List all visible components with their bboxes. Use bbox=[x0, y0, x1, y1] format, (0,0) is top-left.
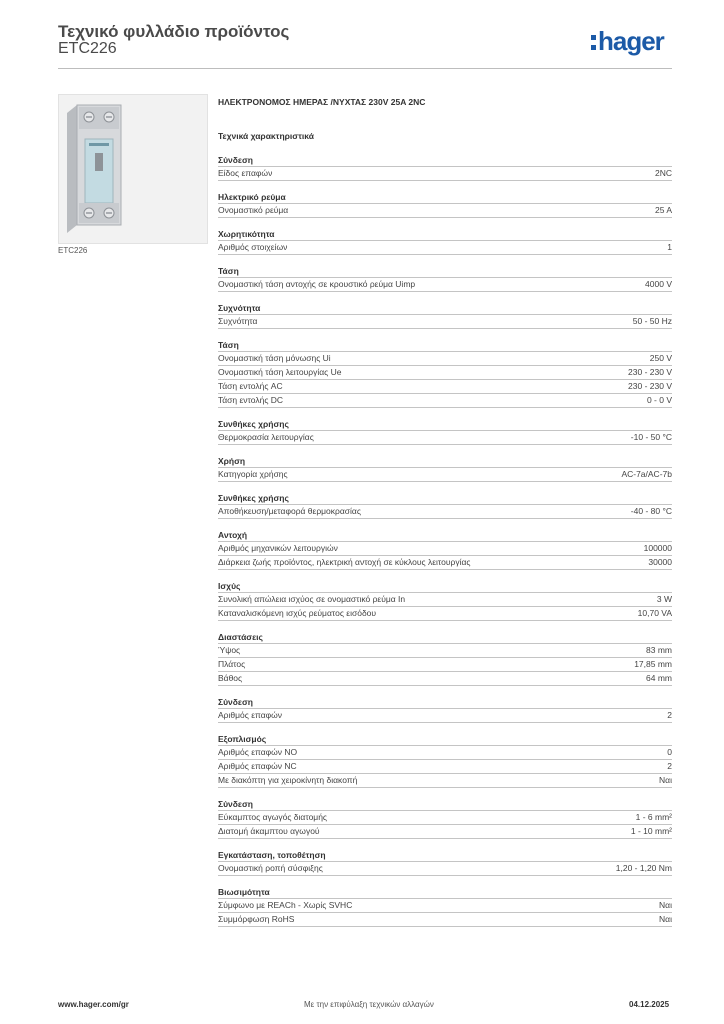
spec-row bbox=[218, 366, 672, 380]
spec-row bbox=[218, 431, 672, 445]
spec-group bbox=[218, 631, 672, 686]
spec-label: Συχνότητα bbox=[218, 316, 258, 326]
spec-value: 17,85 mm bbox=[634, 659, 672, 669]
spec-group-title: Συνθήκες χρήσης bbox=[218, 492, 672, 505]
spec-label: Κατηγορία χρήσης bbox=[218, 469, 288, 479]
footer-website[interactable]: www.hager.com/gr bbox=[58, 1000, 129, 1009]
spec-value: 30000 bbox=[648, 557, 672, 567]
spec-group bbox=[218, 696, 672, 723]
spec-value: 2 bbox=[667, 710, 672, 720]
spec-group bbox=[218, 529, 672, 570]
spec-label: Αριθμός επαφών NO bbox=[218, 747, 298, 757]
spec-group-title: Συνθήκες χρήσης bbox=[218, 418, 672, 431]
logo-dots-icon bbox=[591, 26, 596, 56]
spec-value: 0 bbox=[667, 747, 672, 757]
spec-value: 250 V bbox=[649, 353, 672, 363]
spec-value: 1 bbox=[667, 242, 672, 252]
spec-row bbox=[218, 542, 672, 556]
spec-group bbox=[218, 886, 672, 927]
spec-group-title: Τάση bbox=[218, 339, 672, 352]
spec-row bbox=[218, 468, 672, 482]
spec-value: Ναι bbox=[659, 900, 672, 910]
document-title: Τεχνικό φυλλάδιο προϊόντος bbox=[58, 22, 290, 41]
spec-row bbox=[218, 913, 672, 927]
spec-group bbox=[218, 339, 672, 408]
spec-value: 2 bbox=[667, 761, 672, 771]
spec-label: Ύψος bbox=[218, 645, 241, 655]
product-code: ETC226 bbox=[58, 40, 117, 57]
spec-group bbox=[218, 580, 672, 621]
spec-label: Πλάτος bbox=[218, 659, 246, 669]
spec-value: 83 mm bbox=[646, 645, 672, 655]
spec-value: 3 W bbox=[656, 594, 672, 604]
spec-row bbox=[218, 556, 672, 570]
spec-table bbox=[218, 154, 672, 937]
spec-label: Σύμφωνο με REACh - Χωρίς SVHC bbox=[218, 900, 353, 910]
spec-row bbox=[218, 278, 672, 292]
spec-row bbox=[218, 825, 672, 839]
spec-value: 230 - 230 V bbox=[628, 381, 672, 391]
spec-label: Αριθμός στοιχείων bbox=[218, 242, 288, 252]
spec-label: Διατομή άκαμπτου αγωγού bbox=[218, 826, 320, 836]
spec-group-title: Σύνδεση bbox=[218, 798, 672, 811]
spec-label: Αριθμός επαφών bbox=[218, 710, 283, 720]
spec-label: Ονομαστικό ρεύμα bbox=[218, 205, 289, 215]
spec-row bbox=[218, 352, 672, 366]
spec-label: Αριθμός επαφών NC bbox=[218, 761, 297, 771]
spec-value: Ναι bbox=[659, 775, 672, 785]
product-title: ΗΛΕΚΤΡΟΝΟΜΟΣ ΗΜΕΡΑΣ /ΝΥΧΤΑΣ 230V 25A 2NC bbox=[218, 97, 426, 107]
footer-note: Με την επιφύλαξη τεχνικών αλλαγών bbox=[304, 1000, 434, 1009]
spec-value: AC-7a/AC-7b bbox=[621, 469, 672, 479]
spec-label: Ονομαστική τάση αντοχής σε κρουστικό ρεύμα Uimp bbox=[218, 279, 416, 289]
spec-label: Εύκαμπτος αγωγός διατομής bbox=[218, 812, 328, 822]
spec-group-title: Συχνότητα bbox=[218, 302, 672, 315]
image-caption: ETC226 bbox=[58, 246, 88, 255]
spec-group bbox=[218, 154, 672, 181]
spec-row bbox=[218, 607, 672, 621]
spec-value: 2NC bbox=[654, 168, 672, 178]
spec-row bbox=[218, 167, 672, 181]
spec-value: 4000 V bbox=[645, 279, 672, 289]
spec-group bbox=[218, 418, 672, 445]
product-image bbox=[58, 94, 208, 244]
spec-value: 230 - 230 V bbox=[628, 367, 672, 377]
spec-group-title: Αντοχή bbox=[218, 529, 672, 542]
spec-group-title: Εγκατάσταση, τοποθέτηση bbox=[218, 849, 672, 862]
spec-group-title: Ισχύς bbox=[218, 580, 672, 593]
spec-group bbox=[218, 798, 672, 839]
spec-row bbox=[218, 760, 672, 774]
spec-label: Καταναλισκόμενη ισχύς ρεύματος εισόδου bbox=[218, 608, 377, 618]
logo-text: hager bbox=[598, 26, 664, 56]
spec-group bbox=[218, 492, 672, 519]
technical-characteristics-heading: Τεχνικά χαρακτηριστικά bbox=[218, 131, 314, 141]
spec-group-title: Διαστάσεις bbox=[218, 631, 672, 644]
spec-label: Βάθος bbox=[218, 673, 243, 683]
spec-value: 10,70 VA bbox=[637, 608, 672, 618]
spec-value: 1 - 6 mm² bbox=[635, 812, 672, 822]
relay-device-image bbox=[59, 95, 207, 243]
spec-group-title: Σύνδεση bbox=[218, 154, 672, 167]
spec-group bbox=[218, 265, 672, 292]
spec-row bbox=[218, 505, 672, 519]
spec-group bbox=[218, 302, 672, 329]
spec-group bbox=[218, 228, 672, 255]
spec-row bbox=[218, 746, 672, 760]
spec-group-title: Σύνδεση bbox=[218, 696, 672, 709]
spec-label: Τάση εντολής AC bbox=[218, 381, 283, 391]
spec-row bbox=[218, 204, 672, 218]
spec-value: 0 - 0 V bbox=[646, 395, 672, 405]
spec-row bbox=[218, 709, 672, 723]
spec-group-title: Τάση bbox=[218, 265, 672, 278]
spec-value: Ναι bbox=[659, 914, 672, 924]
spec-label: Ονομαστική τάση μόνωσης Ui bbox=[218, 353, 331, 363]
spec-row bbox=[218, 644, 672, 658]
spec-group-title: Βιωσιμότητα bbox=[218, 886, 672, 899]
spec-label: Με διακόπτη για χειροκίνητη διακοπή bbox=[218, 775, 358, 785]
spec-label: Θερμοκρασία λειτουργίας bbox=[218, 432, 314, 442]
spec-value: 100000 bbox=[643, 543, 672, 553]
spec-group-title: Ηλεκτρικό ρεύμα bbox=[218, 191, 672, 204]
spec-row bbox=[218, 899, 672, 913]
spec-value: 1,20 - 1,20 Nm bbox=[615, 863, 672, 873]
spec-row bbox=[218, 774, 672, 788]
hager-logo bbox=[591, 26, 664, 56]
spec-row bbox=[218, 593, 672, 607]
spec-row bbox=[218, 672, 672, 686]
spec-label: Συμμόρφωση RoHS bbox=[218, 914, 295, 924]
spec-value: 64 mm bbox=[646, 673, 672, 683]
spec-value: 50 - 50 Hz bbox=[632, 316, 672, 326]
spec-value: 1 - 10 mm² bbox=[630, 826, 672, 836]
spec-label: Διάρκεια ζωής προϊόντος, ηλεκτρική αντοχή σε κύκλους λειτουργίας bbox=[218, 557, 471, 567]
spec-value: 25 A bbox=[654, 205, 672, 215]
spec-group-title: Χωρητικότητα bbox=[218, 228, 672, 241]
spec-label: Ονομαστική ροπή σύσφιξης bbox=[218, 863, 323, 873]
spec-label: Αποθήκευση/μεταφορά θερμοκρασίας bbox=[218, 506, 361, 516]
spec-value: -10 - 50 °C bbox=[630, 432, 672, 442]
spec-row bbox=[218, 315, 672, 329]
spec-label: Είδος επαφών bbox=[218, 168, 273, 178]
spec-label: Τάση εντολής DC bbox=[218, 395, 284, 405]
spec-group bbox=[218, 191, 672, 218]
header-divider bbox=[58, 68, 672, 69]
spec-row bbox=[218, 241, 672, 255]
spec-label: Συνολική απώλεια ισχύος σε ονομαστικό ρεύμα In bbox=[218, 594, 406, 604]
spec-row bbox=[218, 811, 672, 825]
footer-date: 04.12.2025 bbox=[629, 1000, 670, 1009]
spec-group bbox=[218, 733, 672, 788]
spec-row bbox=[218, 394, 672, 408]
spec-row bbox=[218, 380, 672, 394]
spec-row bbox=[218, 862, 672, 876]
spec-group bbox=[218, 849, 672, 876]
spec-value: -40 - 80 °C bbox=[630, 506, 672, 516]
spec-group-title: Χρήση bbox=[218, 455, 672, 468]
spec-group-title: Εξοπλισμός bbox=[218, 733, 672, 746]
spec-label: Αριθμός μηχανικών λειτουργιών bbox=[218, 543, 338, 553]
spec-group bbox=[218, 455, 672, 482]
spec-label: Ονομαστική τάση λειτουργίας Ue bbox=[218, 367, 342, 377]
spec-row bbox=[218, 658, 672, 672]
